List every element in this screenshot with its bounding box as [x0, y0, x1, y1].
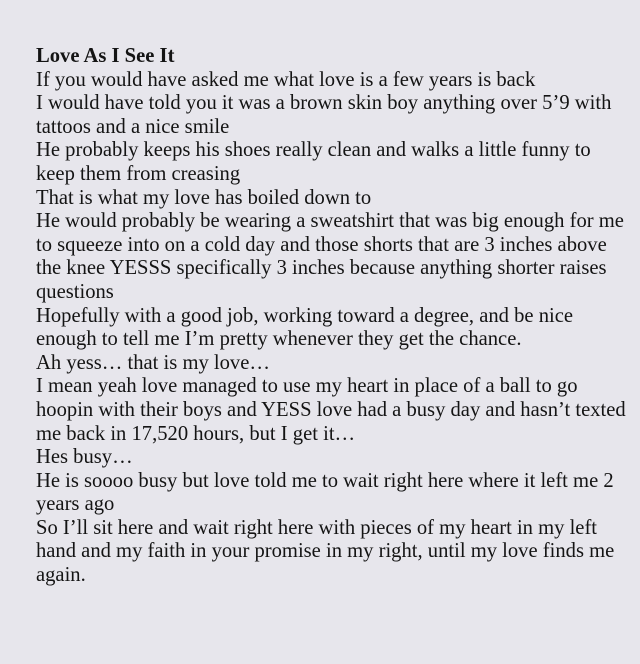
poem-line-5: He would probably be wearing a sweatshirt that was big enough for me to squeeze into on a cold day and those shorts that are 3 inches above the knee YESSS specifically 3 inches because anything shorter raises questions	[36, 210, 624, 303]
poem-line-11: So I’ll sit here and wait right here with pieces of my heart in my left hand and my faith in your promise in my right, until my love finds me again.	[36, 516, 615, 587]
poem-line-4: That is what my love has boiled down to	[36, 186, 372, 209]
poem-line-10: He is soooo busy but love told me to wait right here where it left me 2 years ago	[36, 469, 614, 516]
poem-title: Love As I See It	[36, 45, 175, 67]
poem-line-1: If you would have asked me what love is a few years is back	[36, 68, 536, 91]
poem-line-3: He probably keeps his shoes really clean and walks a little funny to keep them from creasing	[36, 139, 591, 185]
poem-line-9: Hes busy…	[36, 446, 133, 469]
poem-line-2: I would have told you it was a brown skin boy anything over 5’9 with tattoos and a nice smile	[36, 92, 612, 138]
poem-text	[36, 45, 626, 588]
poem-line-7: Ah yess… that is my love…	[36, 351, 270, 374]
poem-line-6: Hopefully with a good job, working toward a degree, and be nice enough to tell me I’m pretty whenever they get the chance.	[36, 304, 573, 351]
poem-line-8: I mean yeah love managed to use my heart in place of a ball to go hoopin with their boys and YESS love had a busy day and hasn’t texted me back in 17,520 hours, but I get it…	[36, 375, 626, 445]
